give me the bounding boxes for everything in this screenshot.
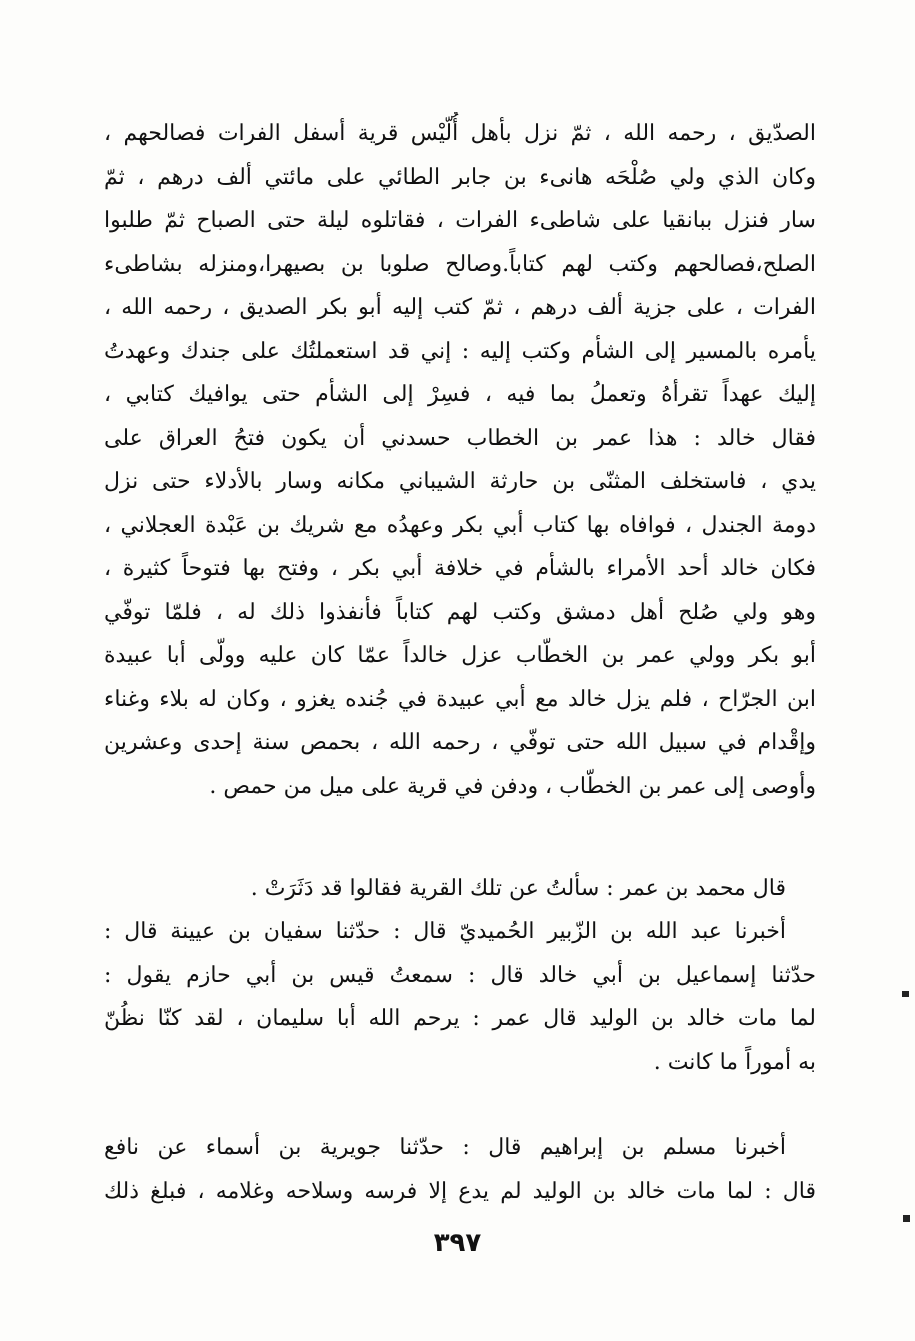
text-line: فكان خالد أحد الأمراء بالشأم في خلافة أبي بكر ، وفتح بها فتوحاً كثيرة ، — [104, 556, 816, 581]
text-line: يدي ، فاستخلف المثنّى بن حارثة الشيباني مكانه وسار بالأدلاء حتى نزل — [104, 469, 816, 494]
paragraph-humaydi-narration — [104, 910, 816, 1084]
paragraph-khalid-biography — [104, 112, 816, 808]
text-line: دومة الجندل ، فوافاه بها كتاب أبي بكر وعهدُه مع شريك بن عَبْدة العجلاني ، — [104, 512, 816, 538]
text-line: وإقْدام في سبيل الله حتى توفّي ، رحمه الله ، بحمص سنة إحدى وعشرين — [104, 730, 816, 755]
text-line: إليك عهداً تقرأهُ وتعملُ بما فيه ، فسِرْ إلى الشأم حتى يوافيك كتابي ، — [104, 382, 816, 407]
page-number: ٣٩٧ — [433, 1228, 482, 1258]
text-line: فقال خالد : هذا عمر بن الخطاب حسدني أن يكون فتحُ العراق على — [104, 425, 816, 451]
text-line: أبو بكر وولي عمر بن الخطّاب عزل خالداً عمّا كان عليه وولّى أبا عبيدة — [104, 643, 816, 668]
paragraph-muslim-narration — [104, 1126, 816, 1213]
text-line: الصدّيق ، رحمه الله ، ثمّ نزل بأهل أُلّيْس قرية أسفل الفرات فصالحهم ، — [104, 121, 816, 146]
text-line: وكان الذي ولي صُلْحَه هانىء بن جابر الطائي على مائتي ألف درهم ، ثمّ — [104, 164, 816, 190]
text-line: أخبرنا عبد الله بن الزّبير الحُميديّ قال : حدّثنا سفيان بن عيينة قال : — [104, 919, 786, 944]
scan-artifact-mark — [902, 991, 909, 997]
paragraph-muhammad-ibn-umar — [104, 867, 816, 911]
text-line: الصلح،فصالحهم وكتب لهم كتاباً.وصالح صلوبا بن بصيهرا،ومنزله بشاطىء — [104, 251, 816, 277]
text-line: قال محمد بن عمر : سألتُ عن تلك القرية فقالوا قد دَثَرَتْ . — [250, 876, 786, 901]
text-line: سار فنزل ببانقيا على شاطىء الفرات ، فقاتلوه ليلة حتى الصباح ثمّ طلبوا — [104, 208, 816, 233]
text-line: ابن الجرّاح ، فلم يزل خالد مع أبي عبيدة في جُنده يغزو ، وكان له بلاء وغناء — [104, 686, 816, 712]
text-line: قال : لما مات خالد بن الوليد لم يدع إلا فرسه وسلاحه وغلامه ، فبلغ ذلك — [104, 1178, 816, 1204]
text-line: أخبرنا مسلم بن إبراهيم قال : حدّثنا جويرية بن أسماء عن نافع — [104, 1135, 786, 1160]
text-line: وأوصى إلى عمر بن الخطّاب ، ودفن في قرية على ميل من حمص . — [209, 773, 816, 799]
text-line: به أموراً ما كانت . — [653, 1049, 816, 1075]
text-line: لما مات خالد بن الوليد قال عمر : يرحم الله أبا سليمان ، لقد كنّا نظُنّ — [104, 1006, 816, 1031]
scan-artifact-mark — [903, 1215, 910, 1222]
text-line: الفرات ، على جزية ألف درهم ، ثمّ كتب إليه أبو بكر الصديق ، رحمه الله ، — [104, 295, 816, 320]
text-line: حدّثنا إسماعيل بن أبي خالد قال : سمعتُ قيس بن أبي حازم يقول : — [104, 962, 816, 988]
text-line: يأمره بالمسير إلى الشأم وكتب إليه : إني قد استعملتُك على جندك وعهدتُ — [104, 338, 816, 364]
text-line: وهو ولي صُلح أهل دمشق وكتب لهم كتاباً فأنفذوا ذلك له ، فلمّا توفّي — [104, 599, 816, 625]
